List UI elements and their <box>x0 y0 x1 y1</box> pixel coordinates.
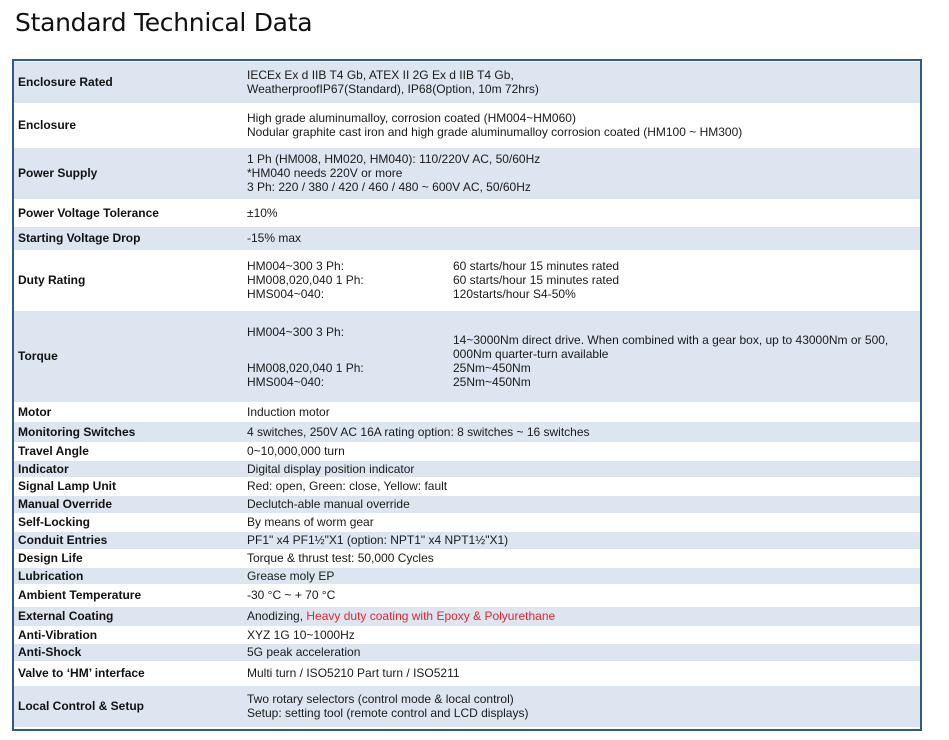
duty-rating-value: 60 starts/hour 15 minutes rated <box>453 259 620 273</box>
row-label: Power Voltage Tolerance <box>18 205 159 220</box>
value-line: IECEx Ex d IIB T4 Gb, ATEX II 2G Ex d IIB T4 Gb, <box>247 68 514 83</box>
row-label: Torque <box>14 310 240 402</box>
row-value: Multi turn / ISO5210 Part turn / ISO5211 <box>247 666 460 680</box>
row-label: Self-Locking <box>18 515 91 529</box>
page-title: Standard Technical Data <box>15 8 313 37</box>
row-value: XYZ 1G 10~1000Hz <box>247 627 355 642</box>
row-value: Declutch-able manual override <box>240 495 920 513</box>
duty-rating-value: 120starts/hour S4-50% <box>453 287 576 301</box>
spec-table-frame <box>12 59 922 731</box>
row-label: Ambient Temperature <box>18 588 142 602</box>
row-valve-interface <box>14 661 920 685</box>
row-value: 4 switches, 250V AC 16A rating option: 8 switches ~ 16 switches <box>240 421 920 442</box>
row-signal-lamp-unit <box>14 477 920 495</box>
torque-value: 25Nm~450Nm <box>453 375 531 389</box>
torque-value: 14~3000Nm direct drive. When combined with a gear box, up to 43000Nm or 500, 000Nm quarter-turn available <box>453 333 889 361</box>
torque-model: HMS004~040: <box>247 375 325 389</box>
torque-model-group <box>247 361 453 389</box>
row-self-locking <box>14 513 920 531</box>
row-label: Local Control & Setup <box>14 685 240 727</box>
row-label: Anti-Shock <box>14 643 240 661</box>
duty-model: HM004~300 3 Ph: <box>247 259 345 273</box>
row-value: Induction motor <box>247 404 330 419</box>
row-label: Motor <box>18 404 52 419</box>
row-starting-voltage-drop <box>14 226 920 250</box>
row-value <box>240 103 920 147</box>
torque-models <box>247 325 453 389</box>
row-label: Manual Override <box>14 495 240 513</box>
row-enclosure-rated <box>14 62 920 103</box>
row-label: Design Life <box>18 551 83 565</box>
row-anti-vibration <box>14 626 920 643</box>
row-value: 0~10,000,000 turn <box>247 444 345 458</box>
row-value <box>240 250 920 310</box>
row-local-control <box>14 685 920 727</box>
row-label: Signal Lamp Unit <box>18 479 117 493</box>
row-value <box>240 685 920 727</box>
row-label: Enclosure <box>18 118 77 132</box>
row-enclosure <box>14 103 920 147</box>
value-line: Setup: setting tool (remote control and LCD displays) <box>247 706 529 720</box>
torque-value: 25Nm~450Nm <box>453 361 531 375</box>
row-travel-angle <box>14 442 920 460</box>
row-indicator <box>14 460 920 477</box>
row-value: Torque & thrust test: 50,000 Cycles <box>247 551 434 565</box>
value-line: 1 Ph (HM008, HM020, HM040): 110/220V AC, 50/60Hz <box>247 152 541 166</box>
value-line: High grade aluminumalloy, corrosion coated (HM004~HM060) <box>247 111 576 125</box>
row-label: Duty Rating <box>18 273 86 287</box>
torque-grid <box>247 325 920 389</box>
spec-table <box>14 62 920 728</box>
row-label: Power Supply <box>14 147 240 199</box>
value-line: *HM040 needs 220V or more <box>247 166 403 180</box>
coating-plain-text: Anodizing, <box>247 609 307 623</box>
torque-model: HM004~300 3 Ph: <box>247 325 345 339</box>
row-label: Indicator <box>14 460 240 477</box>
coating-highlight-text: Heavy duty coating with Epoxy & Polyurethane <box>306 609 556 623</box>
row-label: Travel Angle <box>18 444 89 458</box>
row-label: Lubrication <box>14 567 240 584</box>
duty-rating-value: 60 starts/hour 15 minutes rated <box>453 273 620 287</box>
row-label: Enclosure Rated <box>14 62 240 103</box>
torque-values <box>453 325 920 389</box>
row-anti-shock <box>14 643 920 661</box>
row-value: 5G peak acceleration <box>240 643 920 661</box>
row-label: Conduit Entries <box>14 531 240 549</box>
row-design-life <box>14 549 920 567</box>
row-monitoring-switches <box>14 421 920 442</box>
value-line: WeatherproofIP67(Standard), IP68(Option, 10m 72hrs) <box>247 82 539 97</box>
row-ambient-temperature <box>14 584 920 606</box>
row-value: -15% max <box>240 226 920 250</box>
row-label: Monitoring Switches <box>14 421 240 442</box>
row-label: Valve to ‘HM’ interface <box>18 666 145 680</box>
row-value <box>240 606 920 626</box>
row-value <box>240 310 920 402</box>
value-line: Two rotary selectors (control mode & local control) <box>247 692 514 706</box>
row-value: PF1" x4 PF1½"X1 (option: NPT1" x4 NPT1½"X1) <box>240 531 920 549</box>
row-label: Anti-Vibration <box>18 627 98 642</box>
row-torque <box>14 310 920 402</box>
row-power-supply <box>14 147 920 199</box>
row-duty-rating <box>14 250 920 310</box>
row-manual-override <box>14 495 920 513</box>
row-motor <box>14 402 920 421</box>
row-power-voltage-tolerance <box>14 199 920 226</box>
row-external-coating <box>14 606 920 626</box>
torque-model: HM008,020,040 1 Ph: <box>247 361 364 375</box>
row-lubrication <box>14 567 920 584</box>
duty-model: HM008,020,040 1 Ph: <box>247 273 364 287</box>
duty-model: HMS004~040: <box>247 287 325 301</box>
row-value: Red: open, Green: close, Yellow: fault <box>247 479 448 493</box>
row-conduit-entries <box>14 531 920 549</box>
row-label: External Coating <box>14 606 240 626</box>
row-value: -30 °C ~ + 70 °C <box>247 588 336 602</box>
row-value: Digital display position indicator <box>240 460 920 477</box>
row-value: By means of worm gear <box>247 515 374 529</box>
value-line: 3 Ph: 220 / 380 / 420 / 460 / 480 ~ 600V AC, 50/60Hz <box>247 180 531 194</box>
duty-rating-grid <box>247 259 920 301</box>
row-value: Grease moly EP <box>240 567 920 584</box>
row-value <box>240 62 920 103</box>
row-value: ±10% <box>247 205 278 220</box>
row-value <box>240 147 920 199</box>
value-line: Nodular graphite cast iron and high grade aluminumalloy corrosion coated (HM100 ~ HM300) <box>247 125 743 139</box>
row-label: Starting Voltage Drop <box>14 226 240 250</box>
